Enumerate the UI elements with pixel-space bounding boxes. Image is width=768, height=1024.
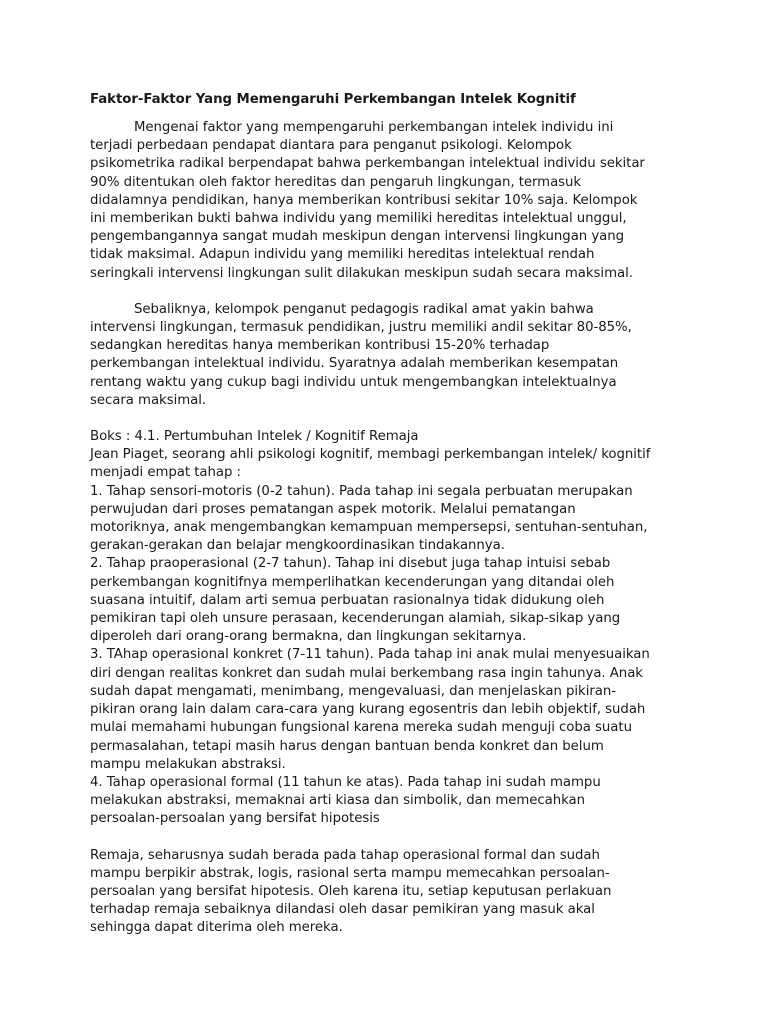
text-line: ini memberikan bukti bahwa individu yang memiliki hereditas intelektual unggul,	[90, 211, 627, 227]
text-line: tidak maksimal. Adapun individu yang memiliki hereditas intelektual rendah	[90, 247, 595, 263]
text-line: mampu melakukan abstraksi.	[90, 756, 286, 772]
text-line: gerakan-gerakan dan belajar mengkoordinasikan tindakannya.	[90, 538, 505, 554]
stage-item: 2. Tahap praoperasional (2-7 tahun). Tahap ini disebut juga tahap intuisi sebab	[90, 556, 611, 572]
text-line: pemikiran tapi oleh unsure perasaan, kecenderungan alamiah, sikap-sikap yang	[90, 611, 621, 627]
stage-item: 1. Tahap sensori-motoris (0-2 tahun). Pada tahap ini segala perbuatan merupakan	[90, 483, 633, 499]
text-line: melakukan abstraksi, memaknai arti kiasa dan simbolik, dan memecahkan	[90, 793, 586, 809]
text-line: terjadi perbedaan pendapat diantara para penganut psikologi. Kelompok	[90, 138, 572, 154]
stage-item: 4. Tahap operasional formal (11 tahun ke atas). Pada tahap ini sudah mampu	[90, 774, 601, 790]
text-line: suasana intuitif, dalam arti semua perbuatan rasionalnya tidak didukung oleh	[90, 592, 605, 608]
text-line: pengembangannya sangat mudah meskipun dengan intervensi lingkungan yang	[90, 229, 625, 245]
text-line: Jean Piaget, seorang ahli psikologi kognitif, membagi perkembangan intelek/ kognitif	[90, 447, 651, 463]
paragraph-heredity-view	[90, 119, 710, 283]
text-line: mampu berpikir abstrak, logis, rasional serta mampu memecahkan persoalan-	[90, 865, 610, 881]
text-line: Sebaliknya, kelompok penganut pedagogis radikal amat yakin bahwa	[134, 301, 594, 317]
paragraph-conclusion	[90, 847, 710, 938]
paragraph-gap	[90, 410, 710, 428]
text-line: persoalan-persoalan yang bersifat hipotesis	[90, 811, 380, 827]
text-line: perwujudan dari proses pematangan aspek motorik. Melalui pematangan	[90, 501, 576, 517]
paragraph-gap	[90, 829, 710, 847]
paragraph-pedagogy-view	[90, 301, 710, 410]
text-line: persoalan yang bersifat hipotesis. Oleh karena itu, setiap keputusan perlakuan	[90, 883, 612, 899]
box-piaget-stages	[90, 428, 710, 828]
text-line: intervensi lingkungan, termasuk pendidikan, justru memiliki andil sekitar 80-85%,	[90, 320, 632, 336]
text-line: diperoleh dari orang-orang bermakna, dan lingkungan sekitarnya.	[90, 629, 527, 645]
text-line: perkembangan kognitifnya memperlihatkan kecenderungan yang ditandai oleh	[90, 574, 615, 590]
paragraph-gap	[90, 283, 710, 301]
text-line: sehingga dapat diterima oleh mereka.	[90, 920, 343, 936]
text-line: mulai memahami hubungan fungsional karena mereka sudah menguji coba suatu	[90, 720, 632, 736]
text-line: psikometrika radikal berpendapat bahwa perkembangan intelektual individu sekitar	[90, 156, 645, 172]
text-line: 90% ditentukan oleh faktor hereditas dan pengaruh lingkungan, termasuk	[90, 174, 582, 190]
text-line: permasalahan, tetapi masih harus dengan bantuan benda konkret dan belum	[90, 738, 604, 754]
text-line: menjadi empat tahap :	[90, 465, 241, 481]
box-heading: Boks : 4.1. Pertumbuhan Intelek / Kognitif Remaja	[90, 429, 419, 445]
text-line: Mengenai faktor yang mempengaruhi perkembangan intelek individu ini	[134, 120, 614, 135]
text-line: pikiran orang lain dalam cara-cara yang kurang egosentris dan lebih objektif, sudah	[90, 702, 646, 718]
text-line: sudah dapat mengamati, menimbang, mengevaluasi, dan menjelaskan pikiran-	[90, 683, 616, 699]
text-line: perkembangan intelektual individu. Syaratnya adalah memberikan kesempatan	[90, 356, 619, 372]
text-line: motoriknya, anak mengembangkan kemampuan mempersepsi, sentuhan-sentuhan,	[90, 520, 648, 536]
text-line: didalamnya pendidikan, hanya memberikan kontribusi sekitar 10% saja. Kelompok	[90, 192, 638, 208]
stage-item: 3. TAhap operasional konkret (7-11 tahun). Pada tahap ini anak mulai menyesuaikan	[90, 647, 650, 663]
document-page	[90, 91, 710, 938]
text-line: secara maksimal.	[90, 392, 207, 408]
document-title: Faktor-Faktor Yang Memengaruhi Perkembangan Intelek Kognitif	[90, 92, 576, 107]
text-line: Remaja, seharusnya sudah berada pada tahap operasional formal dan sudah	[90, 847, 600, 863]
text-line: seringkali intervensi lingkungan sulit dilakukan meskipun sudah secara maksimal.	[90, 265, 633, 281]
text-line: rentang waktu yang cukup bagi individu untuk mengembangkan intelektualnya	[90, 374, 617, 390]
text-line: sedangkan hereditas hanya memberikan kontribusi 15-20% terhadap	[90, 338, 550, 354]
text-line: terhadap remaja sebaiknya dilandasi oleh dasar pemikiran yang masuk akal	[90, 902, 595, 918]
text-line: diri dengan realitas konkret dan sudah mulai berkembang rasa ingin tahunya. Anak	[90, 665, 643, 681]
